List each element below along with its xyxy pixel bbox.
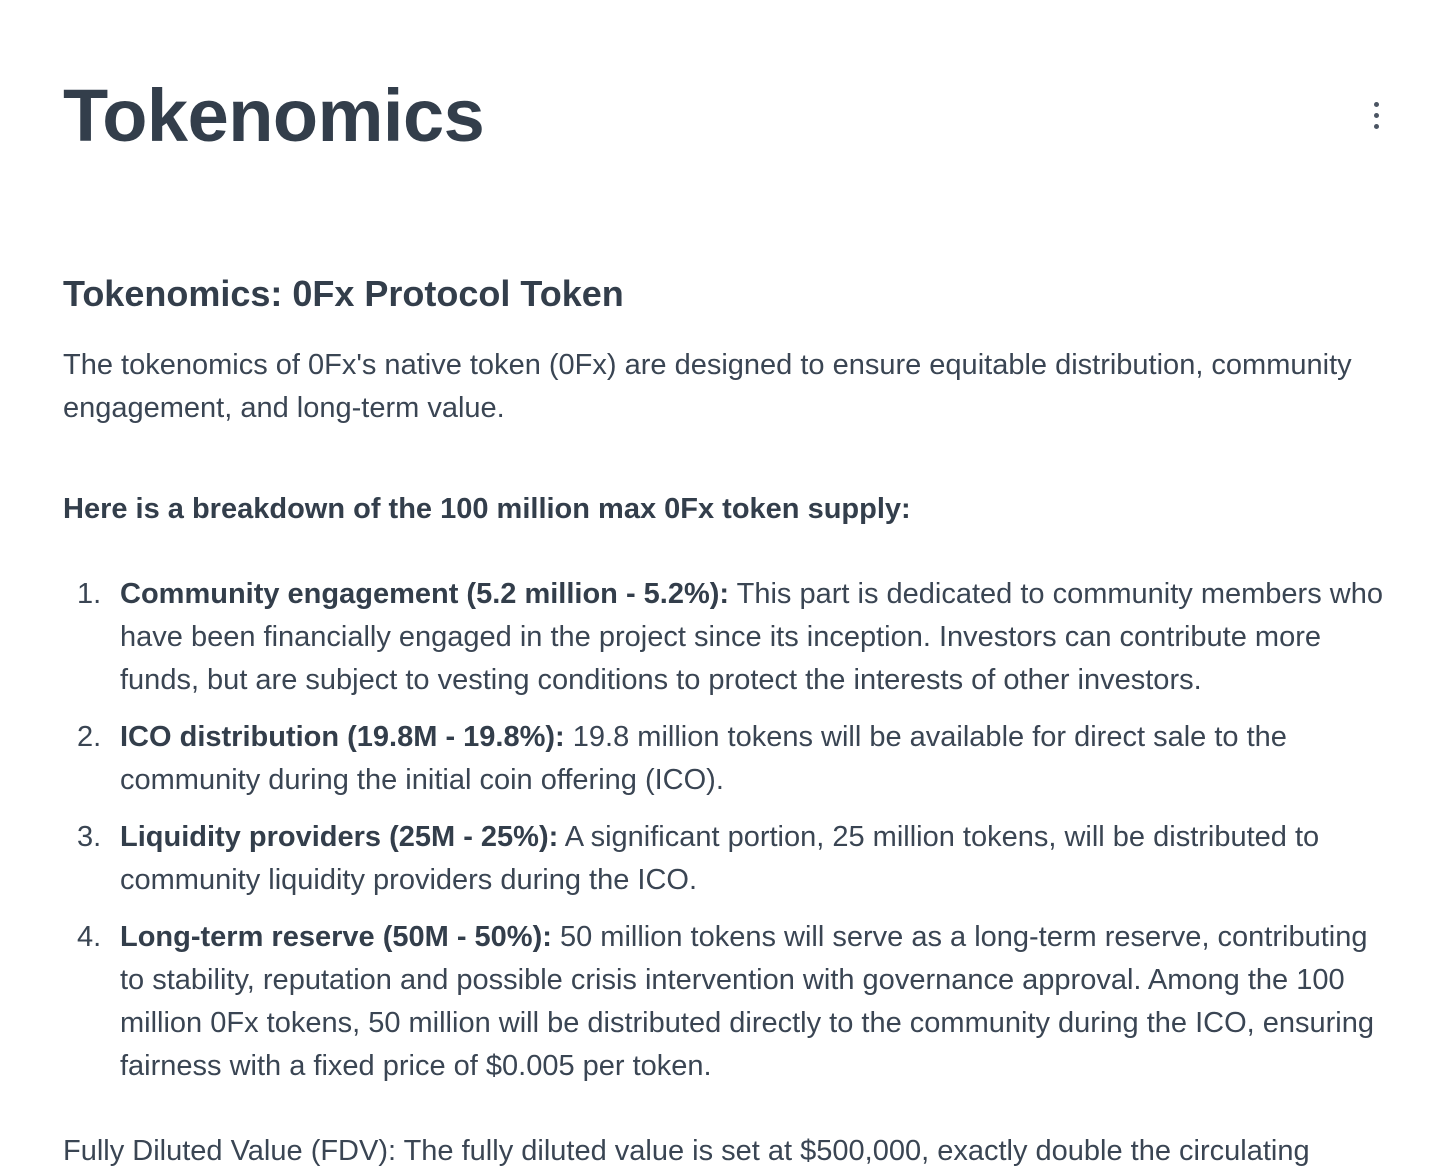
list-item-term: Community engagement (5.2 million - 5.2%): xyxy=(120,578,730,610)
list-item-text: 19.8 million tokens will be available for direct sale to the community during the initial coin offering (ICO). xyxy=(120,721,1287,796)
page-title: Tokenomics xyxy=(63,74,485,157)
more-vertical-icon xyxy=(1374,102,1379,129)
list-item-term: Long-term reserve (50M - 50%): xyxy=(120,921,552,953)
list-item-number: 1. xyxy=(77,578,102,610)
list-item-number: 4. xyxy=(77,921,102,953)
more-vertical-icon-dot xyxy=(1374,113,1379,118)
more-vertical-icon-dot xyxy=(1374,102,1379,107)
fdv-paragraph: Fully Diluted Value (FDV): The fully diluted value is set at $500,000, exactly double the circulating xyxy=(63,1135,1310,1167)
list-item xyxy=(63,816,1393,902)
supply-breakdown-list xyxy=(63,573,1393,1102)
list-item-number: 3. xyxy=(77,821,102,853)
section-heading: Tokenomics: 0Fx Protocol Token xyxy=(63,273,624,314)
list-item-term: Liquidity providers (25M - 25%): xyxy=(120,821,559,853)
list-item-text: 50 million tokens will serve as a long-term reserve, contributing to stability, reputation and possible crisis intervention with governance approval. Among the 100 million 0Fx tokens, 50 million will be distributed directly to the community during the ICO, ensuring fairness with a fixed price of $0.005 per token. xyxy=(120,921,1374,1082)
list-item-number: 2. xyxy=(77,721,102,753)
breakdown-heading: Here is a breakdown of the 100 million max 0Fx token supply: xyxy=(63,493,911,525)
more-options-button[interactable] xyxy=(1361,96,1391,134)
intro-paragraph: The tokenomics of 0Fx's native token (0Fx) are designed to ensure equitable distribution, community engagement, and long-term value. xyxy=(63,349,1352,424)
list-item xyxy=(63,916,1393,1088)
more-vertical-icon-dot xyxy=(1374,124,1379,129)
list-item xyxy=(63,716,1393,802)
list-item-term: ICO distribution (19.8M - 19.8%): xyxy=(120,721,565,753)
list-item-text: A significant portion, 25 million tokens, will be distributed to community liquidity providers during the ICO. xyxy=(120,821,1320,896)
list-item xyxy=(63,573,1393,702)
list-item-text: This part is dedicated to community members who have been financially engaged in the project since its inception. Investors can contribute more funds, but are subject to vesting conditions to protect the interests of other investors. xyxy=(120,578,1383,696)
